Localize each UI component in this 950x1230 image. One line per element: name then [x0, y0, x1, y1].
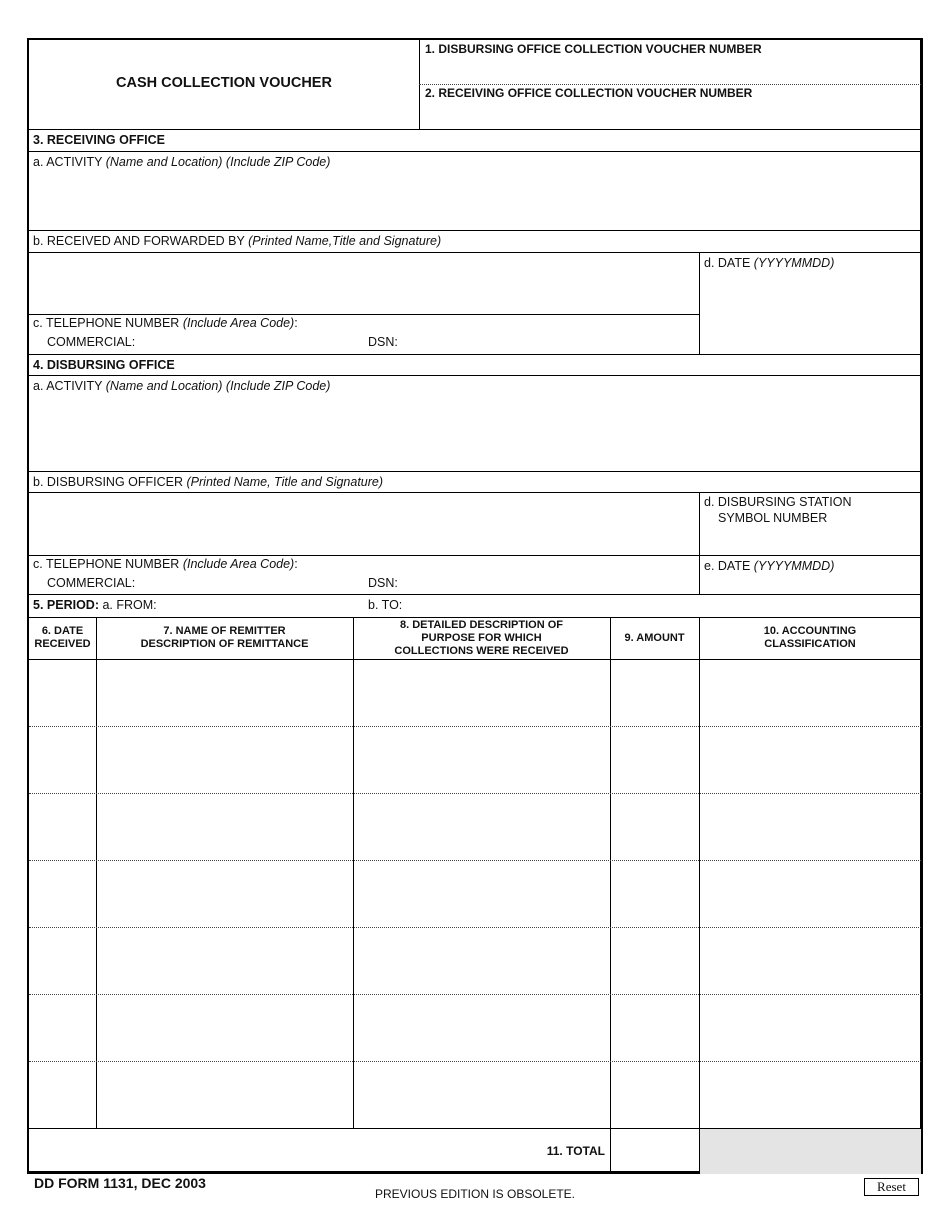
receiving-date-label: d. DATE (YYYYMMDD) — [704, 256, 835, 270]
obsolete-notice: PREVIOUS EDITION IS OBSOLETE. — [374, 1187, 576, 1201]
receiving-activity-label: a. ACTIVITY (Name and Location) (Include ZIP Code) — [33, 155, 331, 169]
total-label: 11. TOTAL — [546, 1144, 605, 1158]
table-row[interactable] — [29, 727, 921, 793]
period-from-input[interactable] — [169, 596, 359, 614]
disbursing-dsn-input[interactable] — [404, 574, 694, 592]
disbursing-voucher-number-input[interactable] — [425, 57, 921, 83]
form-identifier: DD FORM 1131, DEC 2003 — [34, 1175, 206, 1191]
receiving-voucher-number-label: 2. RECEIVING OFFICE COLLECTION VOUCHER NUMBER — [425, 86, 753, 100]
disbursing-dsn-label: DSN: — [368, 576, 398, 590]
receiving-office-section-title: 3. RECEIVING OFFICE — [33, 133, 165, 147]
col-accounting-header: 10. ACCOUNTING CLASSIFICATION — [763, 625, 857, 650]
col-remitter-header: 7. NAME OF REMITTER DESCRIPTION OF REMITTANCE — [140, 625, 309, 650]
receiving-dsn-label: DSN: — [368, 335, 398, 349]
total-amount-input[interactable] — [611, 1129, 699, 1174]
received-forwarded-by-input[interactable] — [33, 254, 693, 312]
disbursing-commercial-input[interactable] — [139, 574, 359, 592]
disbursing-date-label: e. DATE (YYYYMMDD) — [704, 559, 835, 573]
period-to-input[interactable] — [409, 596, 689, 614]
receiving-dsn-input[interactable] — [404, 333, 694, 351]
table-row[interactable] — [29, 995, 921, 1061]
disbursing-telephone-label: c. TELEPHONE NUMBER (Include Area Code): — [33, 557, 298, 571]
disbursing-activity-label: a. ACTIVITY (Name and Location) (Include ZIP Code) — [33, 379, 331, 393]
table-row[interactable] — [29, 861, 921, 927]
col-date-received-header: 6. DATE RECEIVED — [34, 625, 91, 650]
receiving-commercial-input[interactable] — [139, 333, 359, 351]
disbursing-station-label-line2: SYMBOL NUMBER — [718, 511, 828, 525]
disbursing-station-label-line1: d. DISBURSING STATION — [704, 495, 852, 509]
form-title: CASH COLLECTION VOUCHER — [116, 75, 332, 91]
table-row[interactable] — [29, 1062, 921, 1128]
disbursing-date-input[interactable] — [704, 576, 917, 594]
disbursing-voucher-number-label: 1. DISBURSING OFFICE COLLECTION VOUCHER NUMBER — [425, 42, 762, 56]
reset-button[interactable]: Reset — [864, 1178, 919, 1196]
period-to-label: b. TO: — [368, 598, 403, 612]
disbursing-activity-input[interactable] — [33, 394, 917, 468]
disbursing-officer-label: b. DISBURSING OFFICER (Printed Name, Title and Signature) — [33, 475, 384, 489]
receiving-date-input[interactable] — [704, 274, 917, 350]
cash-collection-voucher-form — [27, 38, 923, 1174]
receiving-commercial-label: COMMERCIAL: — [47, 335, 136, 349]
period-from-label: 5. PERIOD: a. FROM: — [33, 598, 157, 612]
table-row[interactable] — [29, 928, 921, 994]
disbursing-station-input[interactable] — [704, 527, 917, 553]
receiving-telephone-label: c. TELEPHONE NUMBER (Include Area Code): — [33, 316, 298, 330]
received-forwarded-by-label: b. RECEIVED AND FORWARDED BY (Printed Name,Title and Signature) — [33, 234, 442, 248]
col-description-header: 8. DETAILED DESCRIPTION OF PURPOSE FOR WHICH COLLECTIONS WERE RECEIVED — [394, 618, 569, 657]
col-amount-header: 9. AMOUNT — [624, 631, 685, 644]
table-row[interactable] — [29, 794, 921, 860]
receiving-activity-input[interactable] — [33, 170, 917, 228]
receiving-voucher-number-input[interactable] — [425, 101, 921, 127]
disbursing-office-section-title: 4. DISBURSING OFFICE — [33, 358, 175, 372]
table-row[interactable] — [29, 660, 921, 726]
disbursing-officer-input[interactable] — [33, 494, 693, 554]
total-shaded-cell — [700, 1129, 921, 1174]
disbursing-commercial-label: COMMERCIAL: — [47, 576, 136, 590]
